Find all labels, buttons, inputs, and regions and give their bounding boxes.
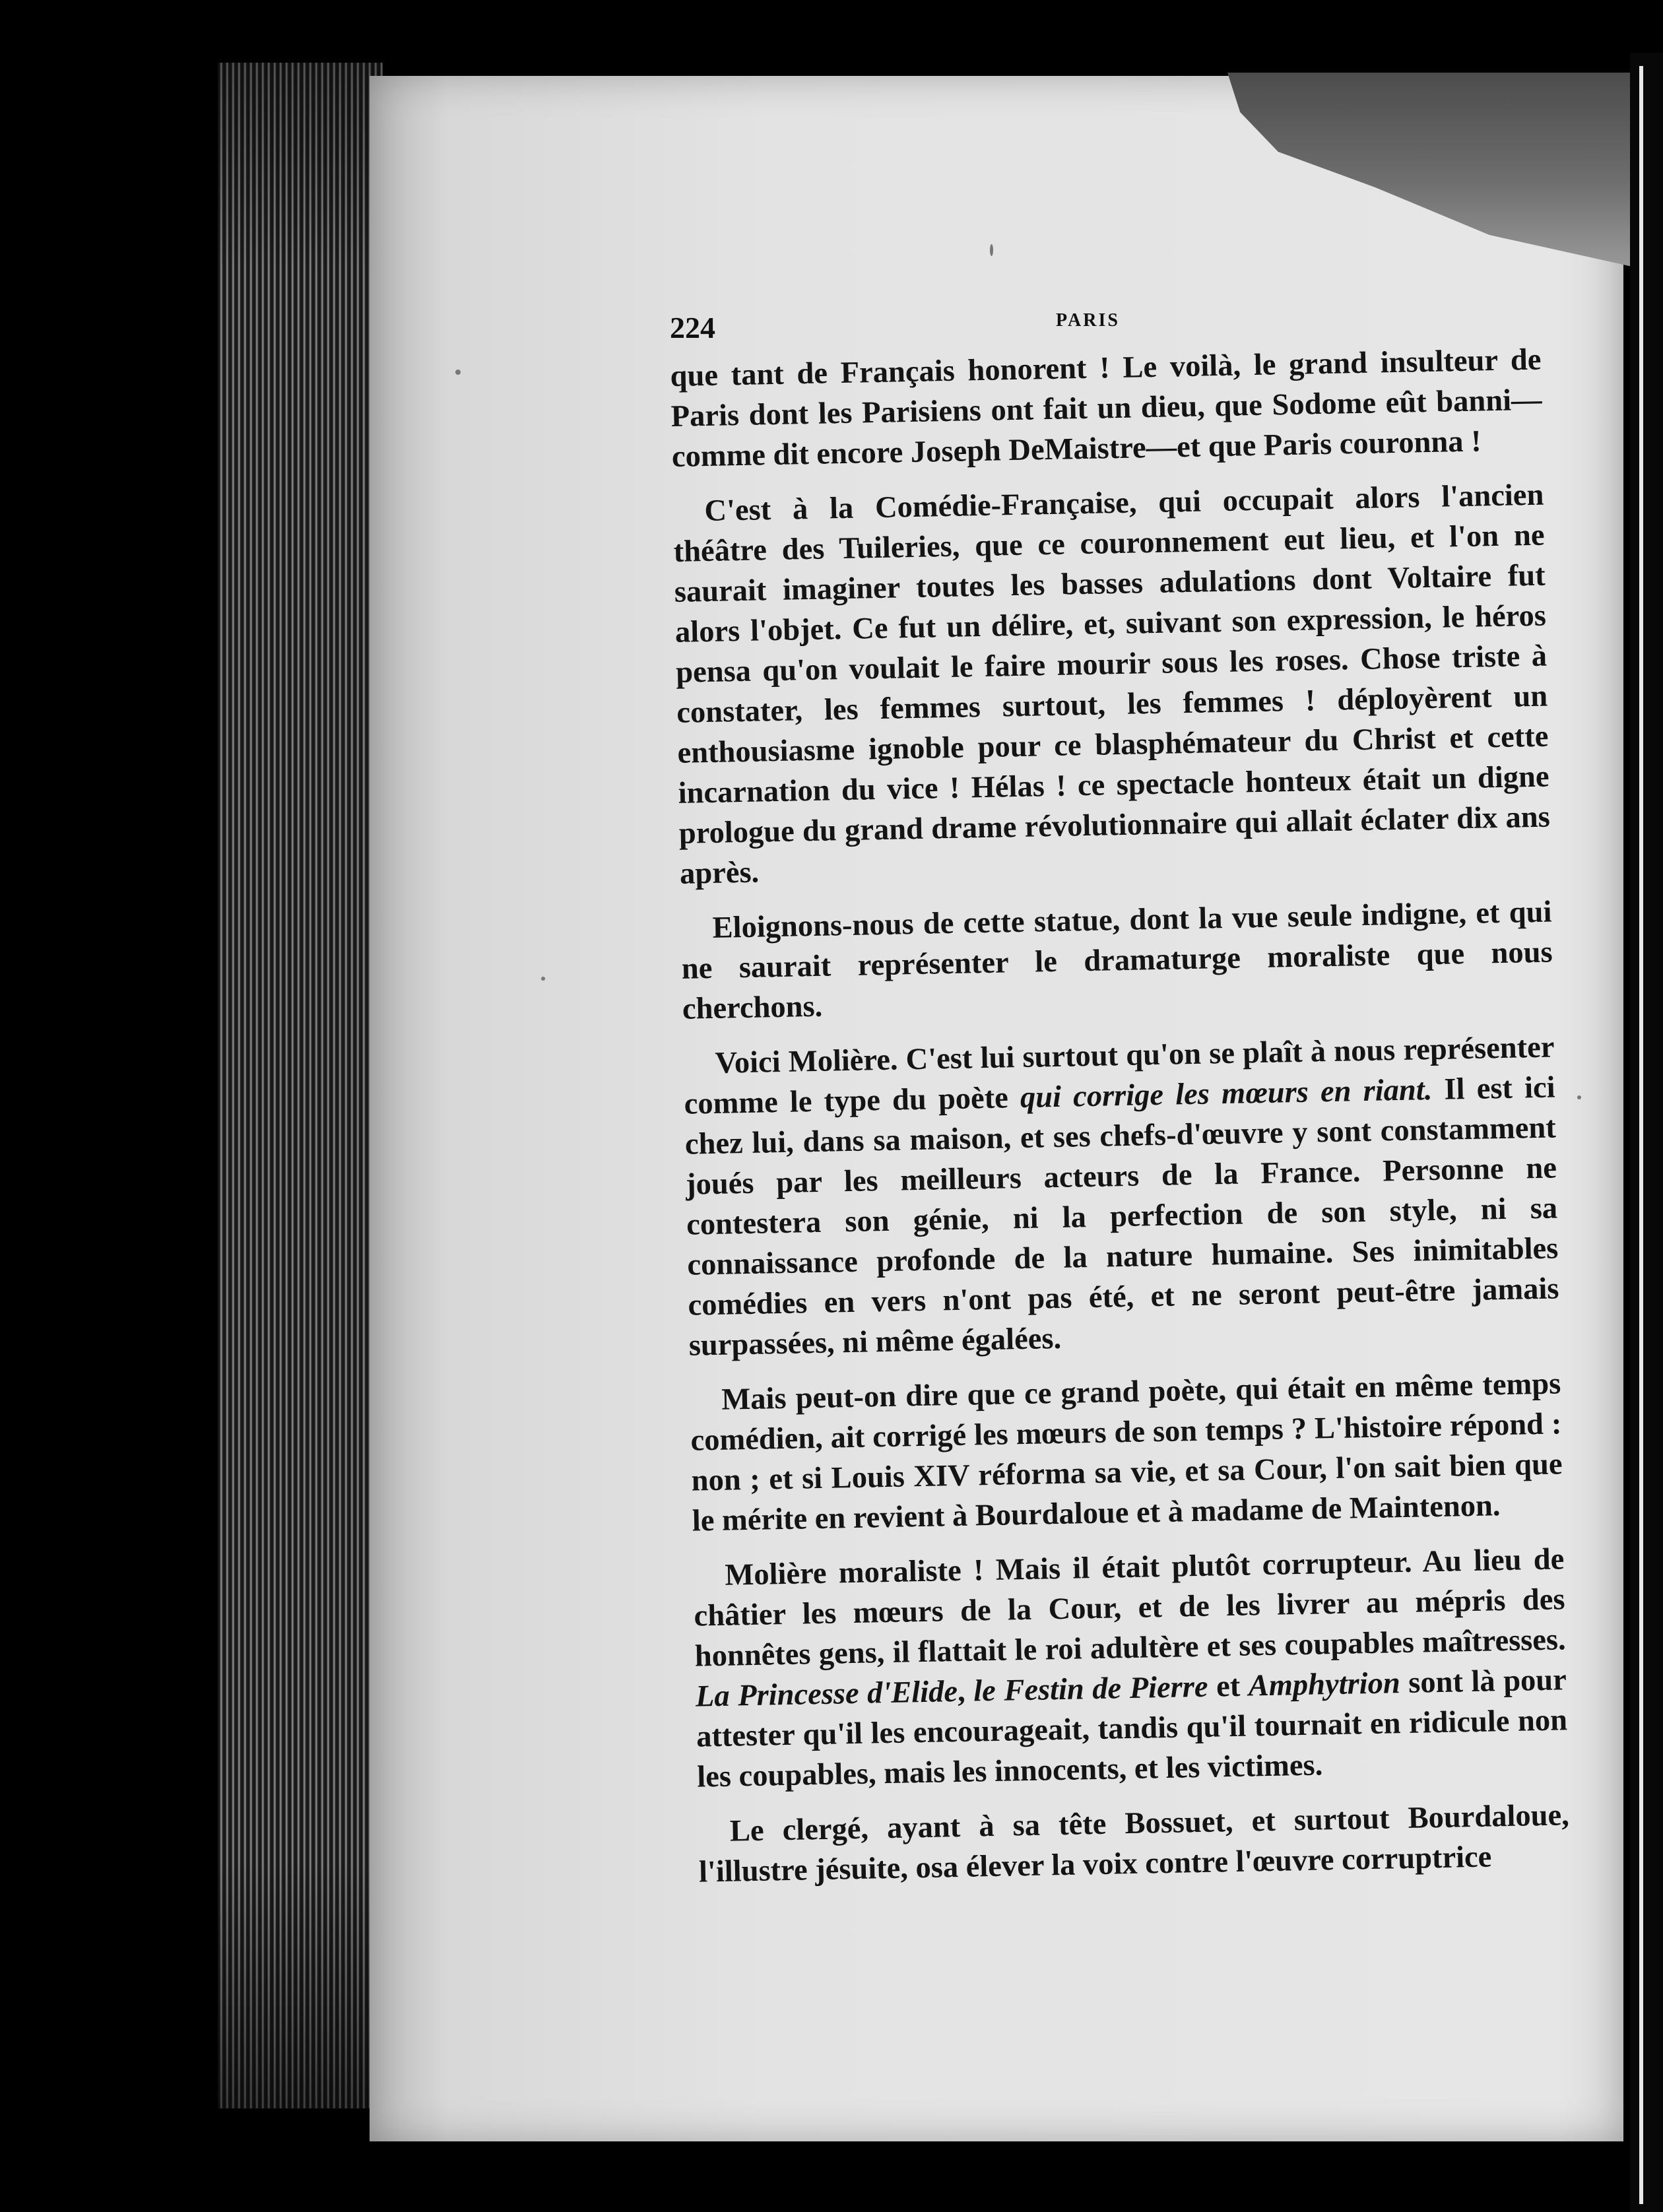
paragraph [683, 1027, 1560, 1365]
paragraph-text: Le clergé, ayant à sa tête Bossuet, et surtout Bourdaloue, l'illustre jésuite, osa élever la voix contre l'œuvre corruptrice [698, 1798, 1570, 1889]
paragraph-text: , [957, 1674, 974, 1708]
paragraph [698, 1795, 1570, 1892]
paragraph [680, 892, 1553, 1029]
dust-speck [1577, 1095, 1581, 1099]
italic-title: La Princesse d'Elide [695, 1675, 958, 1714]
running-head: PARIS [1056, 310, 1120, 331]
right-dark-margin [1630, 53, 1663, 2212]
body-text [670, 340, 1571, 1907]
paragraph [672, 475, 1551, 894]
dust-speck [455, 370, 461, 375]
paragraph-text: Molière moraliste ! Mais il était plutôt corrupteur. Au lieu de châtier les mœurs de la Cour, et de les livrer au mépris des honnêtes gens, il flattait le roi adultère et ses coupables maîtresses. [694, 1542, 1567, 1674]
paragraph-text: Mais peut-on dire que ce grand poète, qui était en même temps comédien, ait corrigé les mœurs de son temps ? L'histoire répond : non ; et si Louis XIV réforma sa vie, et sa Cour, l'on sait bien que le mérite en revient à Bourdaloue et à madame de Maintenon. [690, 1367, 1563, 1538]
paragraph [693, 1539, 1569, 1797]
paragraph-text: Voici Molière. C'est lui surtout qu'on se plaît à nous représenter comme le type du poète [684, 1030, 1555, 1121]
paragraph-text: que tant de Français honorent ! Le voilà, le grand insulteur de Paris dont les Parisiens ont fait un dieu, que Sodome eût banni—comme dit encore Joseph DeMaistre—et que Paris couronna ! [670, 342, 1543, 474]
italic-title: Amphytrion [1248, 1666, 1401, 1703]
dust-speck [541, 977, 545, 981]
book-page-edges [218, 63, 383, 2108]
paragraph-text: sont là pour attester qu'il les encourageait, tandis qu'il tournait en ridicule non les coupables, mais les innocents, et les victimes. [696, 1663, 1568, 1794]
italic-quote: qui corrige les mœurs en riant. [1020, 1073, 1433, 1115]
page-number: 224 [670, 311, 715, 344]
paragraph-text: C'est à la Comédie-Française, qui occupait alors l'ancien théâtre des Tuileries, que ce couronnement eut lieu, et l'on ne saurait imaginer toutes les basses adulations dont Voltaire fut alors l'objet. Ce fut un délire, et, suivant son expression, le héros pensa qu'on voulait le faire mourir sous les roses. Chose triste à constater, les femmes surtout, les femmes ! déployèrent un enthousiasme ignoble pour ce blasphémateur du Christ et cette incarnation du vice ! Hélas ! ce spectacle honteux était un digne prologue du grand drame révolutionnaire qui allait éclater dix ans après. [673, 478, 1551, 891]
paragraph-text: Eloignons-nous de cette statue, dont la vue seule indigne, et qui ne saurait représenter le dramaturge moraliste que nous cherchons. [681, 895, 1553, 1026]
next-page-edge [1639, 66, 1643, 2204]
paragraph-text: Il est ici chez lui, dans sa maison, et ses chefs-d'œuvre y sont constamment joués par les meilleurs acteurs de la France. Personne ne contestera son génie, ni la perfection de son style, ni sa connaissance profonde de la nature humaine. Ses inimitables comédies en vers n'ont pas été, et ne seront peut-être jamais surpassées, ni même égalées. [684, 1070, 1559, 1363]
paragraph-text: et [1207, 1669, 1249, 1704]
italic-title: le Festin de Pierre [973, 1670, 1208, 1708]
dust-speck [990, 244, 993, 256]
paragraph [690, 1363, 1563, 1541]
paragraph [670, 340, 1543, 477]
